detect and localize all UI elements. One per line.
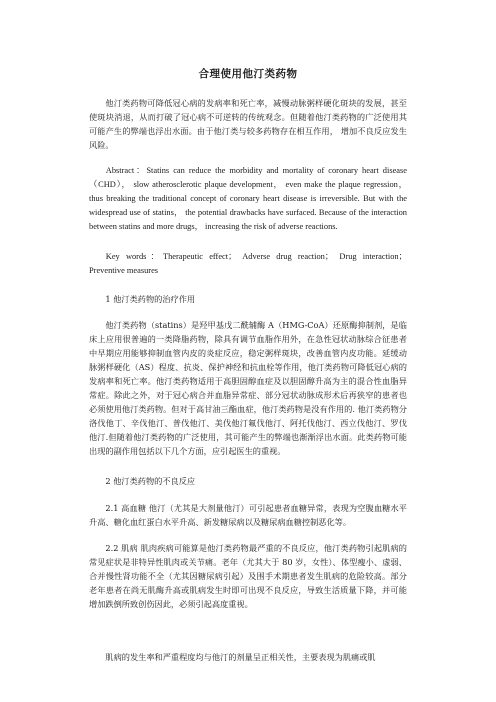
keywords: Key words：Therapeutic effect； Adverse drug reaction； Drug interaction； Preventive measures xyxy=(89,252,407,275)
section-2-2-paragraph: 2.2 肌病 肌肉疾病可能算是他汀类药物最严重的不良反应，他汀类药物引起肌病的常见症状是非特异性肌肉或关节痛。老年（尤其大于 80 岁，女性）、体型瘦小、虚弱、合并慢性肾功能不全（尤其因糖尿病引起）及围手术期患者发生肌病的危险较高。部分老年患者在尚无肌酶升高或肌病发生时即可出现不良反应，导致生活质量下降，并可能增加跌倒所致创伤因此，必须引起高度重视。 xyxy=(89,543,407,609)
section-1-body: 他汀类药物（statins）是羟甲基戊二酰辅酶 A（HMG-CoA）还原酶抑制剂，是临床上应用很普遍的一类降脂药物，除具有调节血脂作用外，在急性冠状动脉综合征患者中早期应用能够抑制血管内皮的炎症反应，稳定粥样斑块，改善血管内皮功能。延缓动脉粥样硬化（AS）程度、抗炎、保护神经和抗血栓等作用，他汀类药物可降低冠心病的发病率和死亡率。他汀类药物适用于高胆固醇血症及以胆固醇升高为主的混合性血脂异常症。除此之外，对于冠心病合并血脂异常症、部分冠状动脉成形术后再狭窄的患者也必须使用他汀类药物。但对于高甘油三酯血症，他汀类药物是没有作用的. 他汀类药物分洛伐他丁、辛伐他汀、普伐他汀、美伐他汀氟伐他汀、阿托伐他汀、西立伐他汀、罗伐他汀.但随着他汀类药物的广泛使用，其可能产生的弊端也渐渐浮出水面。此类药物可能出现的副作用包括以下几个方面，应引起医生的重视。 xyxy=(89,320,407,456)
section-2-3-paragraph: 肌病的发生率和严重程度均与他汀的剂量呈正相关性，主要表现为肌痛或肌 xyxy=(105,652,376,662)
section-1-heading: 1 他汀类药物的治疗作用 xyxy=(105,294,196,304)
section-2-heading: 2 他汀类药物的不良反应 xyxy=(105,476,196,486)
page-title: 合理使用他汀类药物 xyxy=(198,68,298,80)
section-2-1-paragraph: 2.1 高血糖 他汀（尤其是大剂量他汀）可引起患者血糖异常，表现为空腹血糖水平升高、糖化血红蛋白水平升高、新发糖尿病以及糖尿病血糖控制恶化等。 xyxy=(89,503,407,527)
abstract-english: Abstract：Statins can reduce the morbidity and mortality of coronary heart disease （CHD）， slow atherosclerotic plaque development， even make the plaque regression， thus breaking the traditional concept of coronary heart disease is irreversible. But with the widespread use of statins， the potential drawbacks have surfaced. Because of the interaction between statins and more drugs， increasing the risk of adverse reactions. xyxy=(89,166,407,231)
abstract-chinese: 他汀类药物可降低冠心病的发病率和死亡率，减慢动脉粥样硬化斑块的发展，甚至使斑块消退，从而打破了冠心病不可逆转的传统观念。但随着他汀类药物的广泛使用其可能产生的弊端也浮出水面。由于他汀类与较多药物存在相互作用， 增加不良反应发生风险。 xyxy=(89,98,407,150)
